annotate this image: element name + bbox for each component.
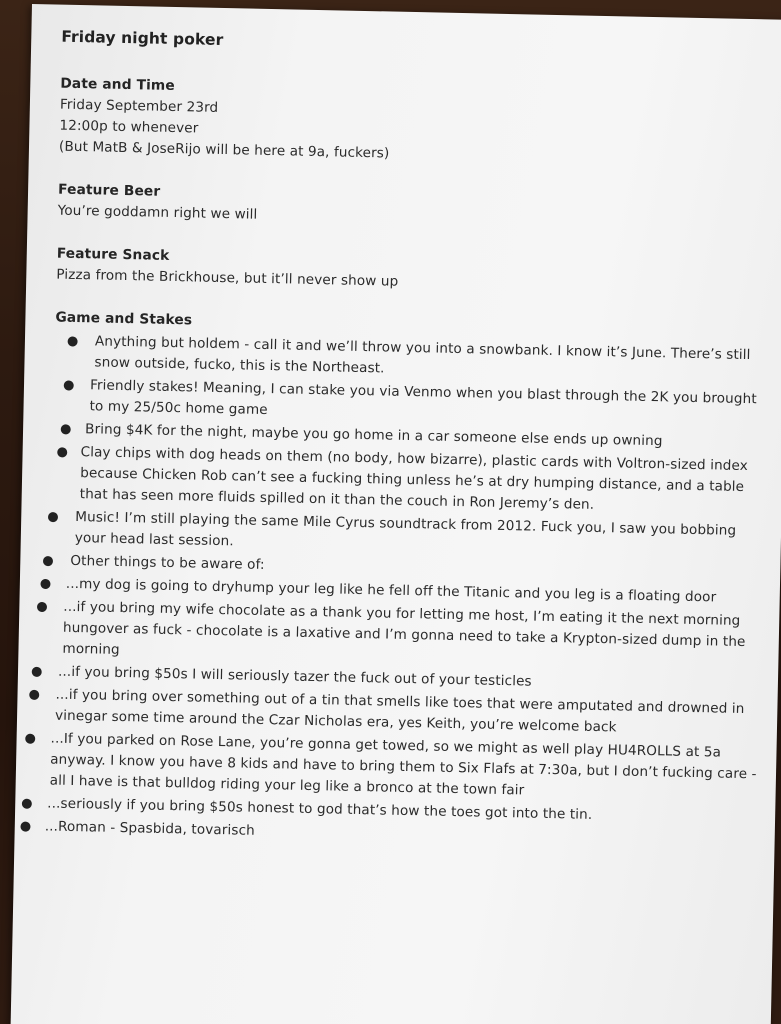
list-item-text: ...If you parked on Rose Lane, you’re gonna get towed, so we might as well play HU4ROLLS at 5a anyway. I know you have 8 kids and have to bring them to Six Flafs at 7:30a, but I don’t fucking care - all I have is that bulldog riding your leg like a bronco at the town fair — [49, 730, 757, 799]
bullet-icon: ● — [42, 553, 54, 569]
bullet-icon: ● — [21, 795, 33, 812]
list-item-text: Friendly stakes! Meaning, I can stake you via Venmo when you blast through the 2K you brought to my 25/50c home game — [89, 377, 757, 419]
game-stakes-heading: Game and Stakes — [55, 309, 193, 329]
paper-sheet — [10, 4, 781, 1024]
list-item-text: ...if you bring my wife chocolate as a thank you for letting me host, I’m eating it the next morning hungover as fuck - chocolate is a laxative and I’m gonna need to take a Krypton-sized dump in the morning — [62, 598, 746, 658]
list-item-text: ...seriously if you bring $50s honest to god that’s how the toes got into the tin. — [47, 795, 593, 823]
list-item-text: Other things to be aware of: — [70, 552, 265, 573]
list-item-text: ...if you bring over something out of a tin that smells like toes that were amputated and drowned in vinegar some time around the Czar Nicholas era, yes Keith, you’re welcome back — [54, 686, 745, 736]
bullet-icon: ● — [62, 377, 75, 393]
list-item-text: ...Roman - Spasbida, tovarisch — [44, 818, 255, 839]
game-stakes-list — [19, 331, 775, 853]
feature-snack-heading: Feature Snack — [56, 245, 170, 264]
bullet-icon: ● — [30, 664, 43, 680]
bullet-icon: ● — [36, 599, 48, 615]
bullet-icon: ● — [19, 818, 32, 835]
list-item-text: Music! I’m still playing the same Mile Cyrus soundtrack from 2012. Fuck you, I saw you bobbing your head last session. — [74, 509, 737, 550]
date-line: Friday September 23rd — [59, 96, 219, 116]
feature-beer-text: You’re goddamn right we will — [57, 202, 258, 223]
bullet-icon: ● — [28, 687, 41, 703]
document-content — [19, 27, 781, 875]
bullet-icon: ● — [66, 333, 79, 350]
bullet-icon: ● — [59, 421, 72, 437]
feature-snack-text: Pizza from the Brickhouse, but it’ll never show up — [56, 266, 399, 290]
list-item-text: Clay chips with dog heads on them (no body, how bizarre), plastic cards with Voltron-sized index because Chicken Rob can’t see a fucking thing unless he’s at dry humping distance, and a table that has seen more fluids spilled on it than the couch in Ron Jeremy’s den. — [79, 444, 749, 513]
list-item-text: Anything but holdem - call it and we’ll throw you into a snowbank. I know it’s June. There’s still snow outside, fucko, this is the Northeast. — [94, 333, 751, 377]
date-time-heading: Date and Time — [60, 75, 175, 95]
list-item-text: Bring $4K for the night, maybe you go home in a car someone else ends up owning — [84, 421, 663, 450]
document-title: Friday night poker — [61, 27, 224, 50]
time-line: 12:00p to whenever — [59, 117, 199, 137]
bullet-icon: ● — [56, 444, 69, 460]
list-item-text: ...my dog is going to dryhump your leg like he fell off the Titanic and you leg is a floating door — [65, 575, 717, 606]
list-item-text: ...if you bring $50s I will seriously tazer the fuck out of your testicles — [57, 663, 532, 690]
bullet-icon: ● — [39, 576, 52, 592]
date-time-section — [59, 74, 781, 173]
bullet-icon: ● — [24, 731, 37, 747]
feature-beer-section — [57, 180, 778, 237]
game-stakes-section — [19, 308, 776, 853]
feature-snack-section — [56, 244, 777, 301]
feature-beer-heading: Feature Beer — [57, 181, 161, 200]
bullet-icon: ● — [47, 509, 59, 525]
early-arrival-line: (But MatB & JoseRijo will be here at 9a, fuckers) — [58, 138, 390, 162]
